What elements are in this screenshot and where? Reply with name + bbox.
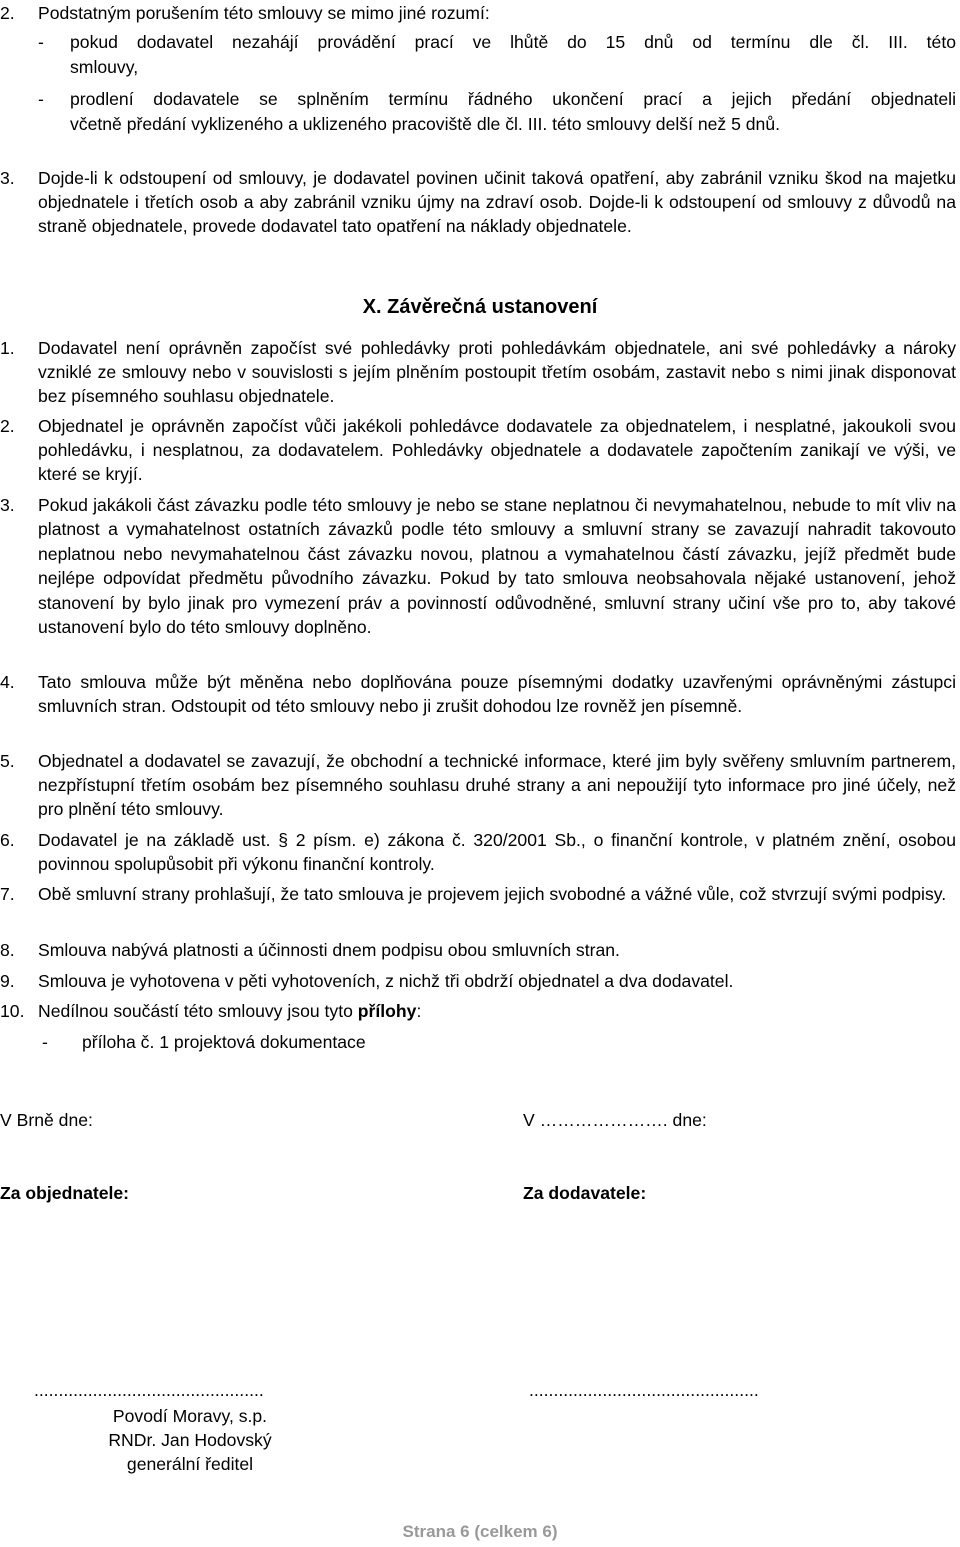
right-party-label: Za dodavatele: [523, 1183, 647, 1203]
clause-x-2 [0, 414, 960, 486]
clause-number: 1. [0, 338, 15, 358]
signatory-name: RNDr. Jan Hodovský [108, 1430, 272, 1450]
clause-number: 7. [0, 884, 15, 904]
clause-text: Obě smluvní strany prohlašují, že tato smlouva je projevem jejich svobodné a vážné vůle, což stvrzují svými podpisy. [38, 884, 947, 904]
clause-text: Tato smlouva může být měněna nebo doplňována pouze písemnými dodatky uzavřenými oprávněnými zástupci smluvních stran. Odstoupit od této smlouvy nebo ji zrušit dohodou lze rovněž jen písemně. [38, 672, 956, 716]
sub-item: - pokud dodavatel nezahájí provádění prací ve lhůtě do 15 dnů od termínu dle čl. III. této smlouvy, [38, 32, 956, 77]
page-number: Strana 6 (celkem 6) [402, 1522, 558, 1541]
left-signature-line: ............................................... [34, 1380, 264, 1400]
clause-ix-3 [0, 166, 960, 238]
signatory-title: generální ředitel [126, 1454, 254, 1474]
signatory-org: Povodí Moravy, s.p. [112, 1406, 268, 1426]
left-party-label: Za objednatele: [0, 1183, 130, 1203]
attachment-item: - příloha č. 1 projektová dokumentace [42, 1032, 366, 1052]
left-place-date: V Brně dne: [0, 1110, 93, 1130]
clause-x-10: 10. Nedílnou součástí této smlouvy jsou tyto přílohy: - příloha č. 1 projektová dokumentace [0, 999, 960, 1055]
clause-x-6 [0, 828, 960, 876]
clause-number: 3. [0, 495, 15, 515]
right-place-date: V …………………. dne: [523, 1110, 707, 1130]
section-heading: X. Závěrečná ustanovení [362, 296, 598, 318]
left-signatory [34, 1404, 346, 1476]
attachments-label: přílohy [357, 1001, 417, 1021]
clause-text: Dodavatel není oprávněn započíst své pohledávky proti pohledávkám objednatele, ani své pohledávky a nároky vzniklé ze smlouvy nebo v souvislosti s jejím plněním postoupit třetím osobám, zastavit nebo s nimi jinak disponovat bez písemného souhlasu objednatele. [38, 338, 956, 406]
clause-x-5 [0, 749, 960, 821]
clause-x-7 [0, 882, 960, 906]
clause-text: Dodavatel je na základě ust. § 2 písm. e) zákona č. 320/2001 Sb., o finanční kontrole, v platném znění, osobou povinnou spolupůsobit při výkonu finanční kontroly. [38, 830, 956, 874]
clause-x-1 [0, 336, 960, 408]
clause-number: 9. [0, 971, 15, 991]
clause-number: 3. [0, 168, 15, 188]
right-signature-line: ............................................... [529, 1380, 759, 1400]
clause-x-8 [0, 938, 960, 962]
clause-number: 2. [0, 3, 15, 23]
clause-ix-2 [0, 0, 960, 137]
clause-x-4 [0, 670, 960, 718]
clause-number: 10. [0, 1001, 25, 1021]
clause-text: Smlouva nabývá platnosti a účinnosti dnem podpisu obou smluvních stran. [38, 940, 620, 960]
clause-number: 2. [0, 416, 15, 436]
clause-number: 6. [0, 830, 15, 850]
clause-text: Podstatným porušením této smlouvy se mimo jiné rozumí: [38, 3, 490, 23]
sub-item: - prodlení dodavatele se splněním termínu řádného ukončení prací a jejich předání objednateli včetně předání vyklizeného a uklizeného pracoviště dle čl. III. této smlouvy delší než 5 dnů. [38, 89, 956, 134]
clause-text: Objednatel a dodavatel se zavazují, že obchodní a technické informace, které jim byly svěřeny smluvním partnerem, nezpřístupní třetím osobám bez písemného souhlasu druhé strany a ani nepoužijí tyto informace pro jiné účely, než pro plnění této smlouvy. [38, 751, 956, 819]
clause-text: Smlouva je vyhotovena v pěti vyhotoveních, z nichž tři obdrží objednatel a dva dodavatel. [38, 971, 734, 991]
clause-text: Dojde-li k odstoupení od smlouvy, je dodavatel povinen učinit taková opatření, aby zabránil vzniku škod na majetku objednatele i třetích osob a aby zabránil vzniku újmy na zdraví osob. Dojde-li k odstoupení od smlouvy z důvodů na straně objednatele, provede dodavatel tato opatření na náklady objednatele. [38, 168, 956, 236]
clause-number: 8. [0, 940, 15, 960]
clause-text: Objednatel je oprávněn započíst vůči jakékoli pohledávce dodavatele za objednatelem, i nesplatné, jakoukoli svou pohledávku, i nesplatnou, za dodavatelem. Pohledávky objednatele a dodavatele započtením zanikají ve výši, ve které se kryjí. [38, 416, 956, 484]
clause-number: 4. [0, 672, 15, 692]
clause-x-9 [0, 969, 960, 993]
clause-x-3 [0, 493, 960, 639]
clause-number: 5. [0, 751, 15, 771]
clause-text: Pokud jakákoli část závazku podle této smlouvy je nebo se stane neplatnou či nevymahatelnou, nebude to mít vliv na platnost a vymahatelnost ostatních závazků podle této smlouvy a smluvní strany se zavazují nahradit takovouto neplatnou nebo nevymahatelnou část závazku novou, platnou a vymahatelnou částí závazku, jejíž předmět bude nejlépe odpovídat předmětu původního závazku. Pokud by tato smlouva neobsahovala nějaké ustanovení, jehož stanovení by bylo jinak pro vymezení práv a povinností odůvodněné, smluvní strany učiní vše pro to, aby takové ustanovení bylo do této smlouvy doplněno. [38, 495, 956, 638]
